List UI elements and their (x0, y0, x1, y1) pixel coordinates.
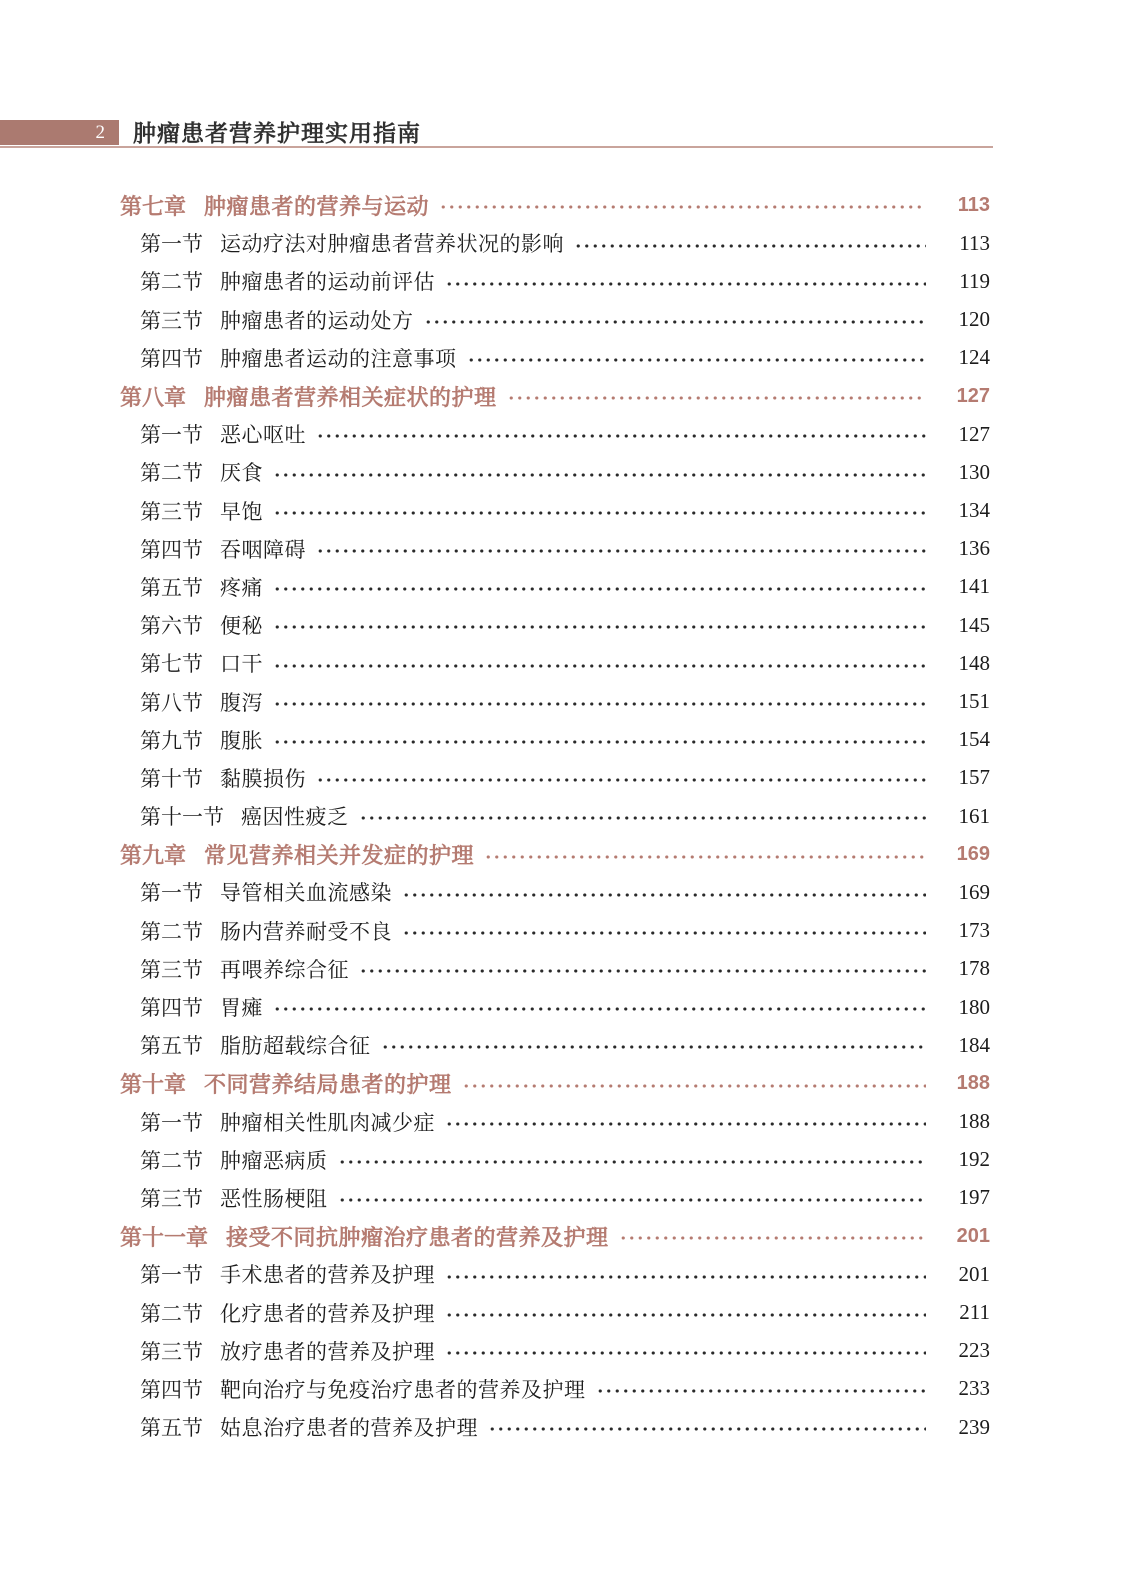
toc-entry-title: 胃瘫 (220, 996, 263, 1021)
toc-entry-label: 第四节 (140, 537, 203, 562)
toc-entry-title: 肿瘤患者的运动处方 (220, 308, 414, 333)
toc-entry-title: 黏膜损伤 (220, 766, 306, 791)
toc-entry-page: 180 (958, 994, 990, 1019)
dot-leader (273, 606, 926, 644)
dot-leader (359, 950, 926, 988)
toc-row-chapter (120, 186, 990, 224)
toc-entry-page: 148 (958, 650, 990, 675)
toc-entry-title: 肿瘤患者的运动前评估 (220, 270, 435, 295)
toc-row-chapter (120, 377, 990, 415)
toc-entry-title: 恶心呕吐 (220, 423, 306, 448)
toc-entry-title: 腹泻 (220, 690, 263, 715)
toc-row-section (140, 1255, 990, 1293)
toc-row-section (140, 1103, 990, 1141)
dot-leader (359, 797, 927, 835)
toc-entry-title: 运动疗法对肿瘤患者营养状况的影响 (220, 232, 564, 257)
toc-entry-label: 第二节 (140, 1301, 203, 1326)
dot-leader (574, 224, 926, 262)
dot-leader (316, 530, 926, 568)
dot-leader (338, 1179, 927, 1217)
toc-entry-title: 不同营养结局患者的护理 (204, 1071, 452, 1097)
dot-leader (316, 415, 926, 453)
dot-leader (445, 1103, 926, 1141)
toc-entry-label: 第三节 (140, 1186, 203, 1211)
toc-entry-page: 188 (956, 1071, 990, 1094)
toc-row-section (140, 339, 990, 377)
toc-entry-label: 第一节 (140, 1263, 203, 1288)
toc-entry-label: 第五节 (140, 1416, 203, 1441)
toc-entry-page: 201 (958, 1261, 990, 1286)
dot-leader (273, 568, 926, 606)
toc-entry-page: 145 (958, 612, 990, 637)
toc-entry-title: 肿瘤患者运动的注意事项 (220, 346, 457, 371)
toc-row-section (140, 873, 990, 911)
toc-entry-label: 第二节 (140, 1148, 203, 1173)
toc-row-chapter (120, 835, 990, 873)
toc-entry-label: 第九节 (140, 728, 203, 753)
toc-row-section (140, 950, 990, 988)
toc-entry-label: 第十一节 (140, 805, 224, 830)
toc-entry-label: 第九章 (120, 842, 187, 868)
toc-row-section (140, 797, 990, 835)
toc-entry-label: 第五节 (140, 575, 203, 600)
dot-leader (439, 186, 926, 224)
toc-entry-page: 151 (958, 689, 990, 714)
toc-entry-page: 184 (958, 1032, 990, 1057)
toc-entry-title: 肿瘤患者的营养与运动 (204, 193, 430, 219)
toc-entry-title: 腹胀 (220, 728, 263, 753)
toc-entry-label: 第二节 (140, 919, 203, 944)
toc-entry-title: 癌因性疲乏 (241, 805, 349, 830)
toc-entry-page: 197 (958, 1185, 990, 1210)
dot-leader (273, 988, 926, 1026)
toc-entry-label: 第一节 (140, 423, 203, 448)
toc-entry-title: 肿瘤相关性肌肉减少症 (220, 1110, 435, 1135)
toc-row-section (140, 301, 990, 339)
toc-entry-page: 120 (958, 307, 990, 332)
toc-entry-page: 211 (959, 1300, 990, 1325)
dot-leader (402, 873, 926, 911)
dot-leader (619, 1217, 926, 1255)
toc-entry-title: 再喂养综合征 (220, 957, 349, 982)
toc-row-section (140, 453, 990, 491)
toc-row-section (140, 1332, 990, 1370)
toc-row-chapter (120, 1064, 990, 1102)
toc-entry-page: 141 (958, 574, 990, 599)
toc-entry-label: 第三节 (140, 1339, 203, 1364)
dot-leader (507, 377, 926, 415)
toc-row-section (140, 759, 990, 797)
toc-row-section (140, 568, 990, 606)
dot-leader (445, 1255, 926, 1293)
toc-entry-page: 134 (958, 498, 990, 523)
toc-entry-label: 第七章 (120, 193, 187, 219)
toc-entry-title: 脂肪超载综合征 (220, 1034, 371, 1059)
dot-leader (402, 912, 926, 950)
toc-entry-label: 第一节 (140, 232, 203, 257)
toc-row-section (140, 912, 990, 950)
toc-entry-page: 127 (958, 421, 990, 446)
dot-leader (273, 492, 926, 530)
toc-row-section (140, 606, 990, 644)
header-page-number-band (0, 120, 119, 145)
dot-leader (488, 1408, 926, 1446)
dot-leader (273, 682, 926, 720)
dot-leader (273, 644, 926, 682)
toc-row-section (140, 1293, 990, 1331)
toc-entry-page: 154 (958, 727, 990, 752)
toc-entry-page: 124 (958, 345, 990, 370)
dot-leader (273, 453, 926, 491)
toc-entry-label: 第五节 (140, 1034, 203, 1059)
header-rule-line (0, 146, 993, 148)
toc-entry-title: 疼痛 (220, 575, 263, 600)
header-book-title: 肿瘤患者营养护理实用指南 (133, 119, 421, 146)
toc-row-section (140, 492, 990, 530)
toc-entry-title: 放疗患者的营养及护理 (220, 1339, 435, 1364)
toc-entry-page: 188 (958, 1109, 990, 1134)
toc-entry-label: 第七节 (140, 652, 203, 677)
toc-entry-page: 130 (958, 459, 990, 484)
toc-entry-page: 161 (958, 803, 990, 828)
toc-row-section (140, 262, 990, 300)
toc-row-section (140, 721, 990, 759)
toc-entry-label: 第三节 (140, 957, 203, 982)
toc-entry-page: 239 (958, 1414, 990, 1439)
toc-row-section (140, 1408, 990, 1446)
toc-entry-title: 导管相关血流感染 (220, 881, 392, 906)
toc-row-section (140, 1141, 990, 1179)
dot-leader (445, 262, 926, 300)
toc-entry-label: 第一节 (140, 881, 203, 906)
toc-entry-title: 常见营养相关并发症的护理 (204, 842, 475, 868)
toc-entry-label: 第八章 (120, 384, 187, 410)
toc-entry-title: 早饱 (220, 499, 263, 524)
toc-row-chapter (120, 1217, 990, 1255)
toc-row-section (140, 988, 990, 1026)
toc-entry-page: 173 (958, 918, 990, 943)
toc-entry-title: 靶向治疗与免疫治疗患者的营养及护理 (220, 1377, 586, 1402)
toc-entry-title: 肠内营养耐受不良 (220, 919, 392, 944)
table-of-contents (120, 186, 990, 1446)
toc-entry-label: 第二节 (140, 461, 203, 486)
toc-entry-page: 178 (958, 956, 990, 981)
dot-leader (424, 301, 927, 339)
toc-row-section (140, 1026, 990, 1064)
toc-entry-label: 第十章 (120, 1071, 187, 1097)
toc-entry-title: 化疗患者的营养及护理 (220, 1301, 435, 1326)
toc-entry-page: 223 (958, 1338, 990, 1363)
toc-entry-page: 233 (958, 1376, 990, 1401)
toc-entry-page: 113 (957, 193, 990, 216)
dot-leader (381, 1026, 927, 1064)
toc-entry-label: 第四节 (140, 996, 203, 1021)
toc-entry-title: 厌食 (220, 461, 263, 486)
toc-entry-title: 恶性肠梗阻 (220, 1186, 328, 1211)
toc-entry-label: 第四节 (140, 1377, 203, 1402)
toc-entry-page: 201 (956, 1224, 990, 1247)
toc-entry-title: 便秘 (220, 614, 263, 639)
toc-entry-label: 第十节 (140, 766, 203, 791)
toc-entry-title: 肿瘤患者营养相关症状的护理 (204, 384, 497, 410)
toc-entry-page: 127 (956, 384, 990, 407)
toc-row-section (140, 1370, 990, 1408)
toc-entry-label: 第三节 (140, 308, 203, 333)
dot-leader (445, 1293, 926, 1331)
header-page-number: 2 (95, 122, 105, 143)
toc-entry-page: 169 (956, 842, 990, 865)
toc-entry-title: 姑息治疗患者的营养及护理 (220, 1416, 478, 1441)
dot-leader (596, 1370, 927, 1408)
toc-row-section (140, 530, 990, 568)
toc-entry-page: 169 (958, 879, 990, 904)
toc-entry-title: 口干 (220, 652, 263, 677)
toc-entry-title: 手术患者的营养及护理 (220, 1263, 435, 1288)
toc-row-section (140, 682, 990, 720)
toc-entry-label: 第八节 (140, 690, 203, 715)
dot-leader (316, 759, 926, 797)
toc-entry-page: 192 (958, 1147, 990, 1172)
toc-entry-label: 第二节 (140, 270, 203, 295)
toc-entry-label: 第六节 (140, 614, 203, 639)
toc-row-section (140, 415, 990, 453)
toc-entry-page: 119 (959, 268, 990, 293)
toc-entry-page: 113 (959, 230, 990, 255)
toc-entry-title: 吞咽障碍 (220, 537, 306, 562)
toc-row-section (140, 1179, 990, 1217)
toc-entry-label: 第三节 (140, 499, 203, 524)
dot-leader (338, 1141, 927, 1179)
toc-entry-label: 第十一章 (120, 1224, 209, 1250)
toc-entry-title: 肿瘤恶病质 (220, 1148, 328, 1173)
toc-entry-title: 接受不同抗肿瘤治疗患者的营养及护理 (226, 1224, 609, 1250)
toc-entry-page: 157 (958, 765, 990, 790)
dot-leader (467, 339, 927, 377)
toc-entry-page: 136 (958, 536, 990, 561)
dot-leader (273, 721, 926, 759)
dot-leader (484, 835, 926, 873)
toc-row-section (140, 644, 990, 682)
toc-entry-label: 第一节 (140, 1110, 203, 1135)
toc-entry-label: 第四节 (140, 346, 203, 371)
dot-leader (462, 1064, 926, 1102)
dot-leader (445, 1332, 926, 1370)
toc-row-section (140, 224, 990, 262)
